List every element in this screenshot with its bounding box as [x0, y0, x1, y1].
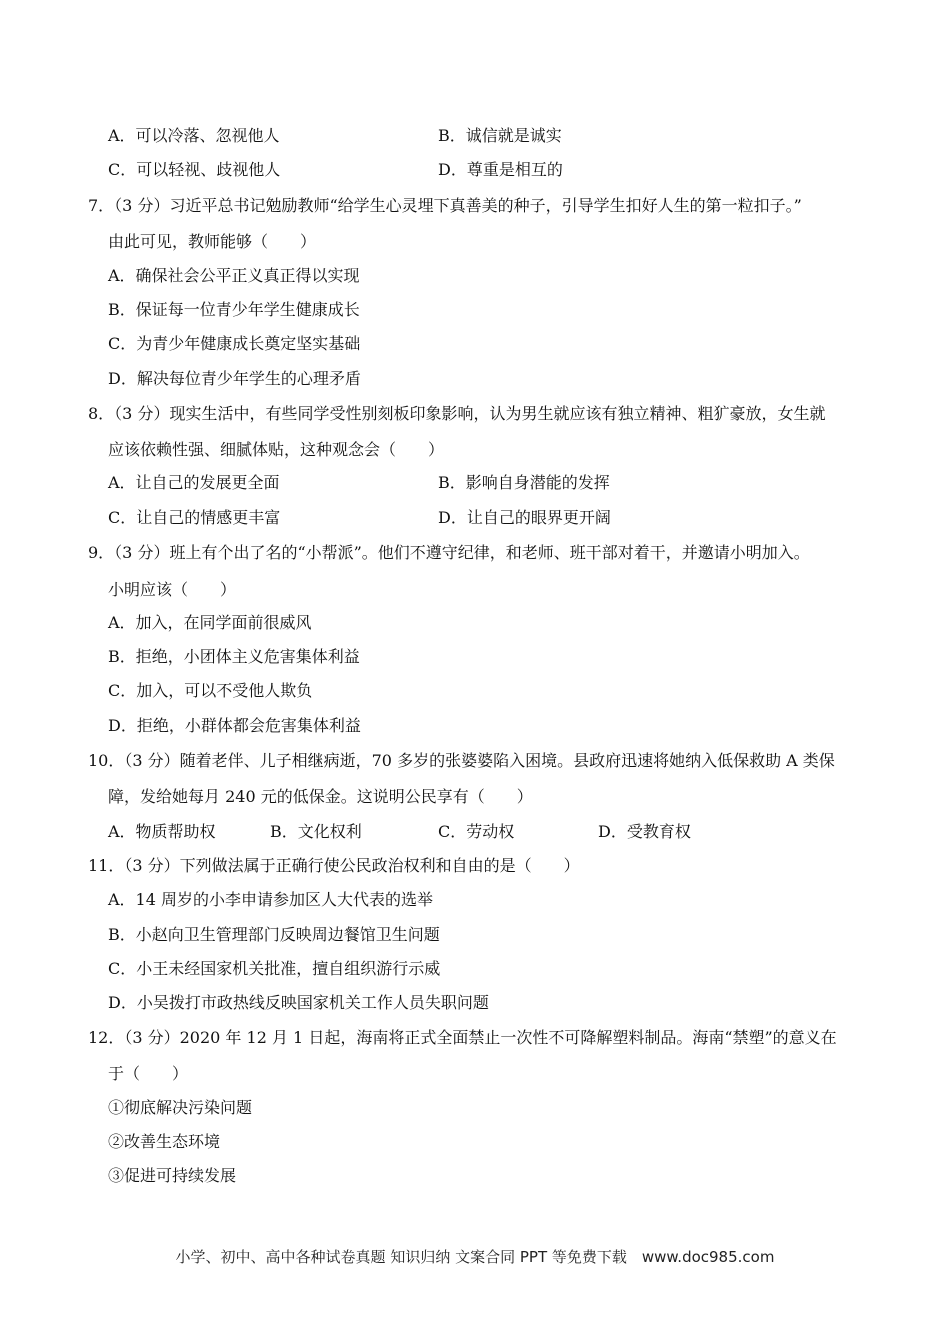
q7-option-a: A．确保社会公平正义真正得以实现 — [108, 266, 360, 285]
q10-option-d: D．受教育权 — [598, 822, 691, 841]
q7-stem-line2: 由此可见，教师能够（ ） — [108, 232, 317, 251]
q11-option-c: C．小王未经国家机关批准，擅自组织游行示威 — [108, 959, 441, 978]
q12-stem-line1: 12．（3 分）2020 年 12 月 1 日起，海南将正式全面禁止一次性不可降解塑料制品。海南“禁塑”的意义在 — [88, 1028, 837, 1047]
q9-option-d: D．拒绝，小群体都会危害集体利益 — [108, 716, 361, 735]
q9-option-b: B．拒绝，小团体主义危害集体利益 — [108, 647, 360, 666]
q8-option-b: B．影响自身潜能的发挥 — [438, 473, 610, 492]
q11-option-d: D．小吴拨打市政热线反映国家机关工作人员失职问题 — [108, 993, 489, 1012]
q7-option-b: B．保证每一位青少年学生健康成长 — [108, 300, 360, 319]
q10-option-c: C．劳动权 — [438, 822, 515, 841]
q10-option-a: A．物质帮助权 — [108, 822, 216, 841]
page-footer: 小学、初中、高中各种试卷真题 知识归纳 文案合同 PPT 等免费下载 www.doc985.com — [175, 1248, 775, 1266]
q7-stem-line1: 7．（3 分）习近平总书记勉励教师“给学生心灵埋下真善美的种子，引导学生扣好人生的第一粒扣子。” — [88, 196, 802, 215]
q6-option-c: C．可以轻视、歧视他人 — [108, 160, 281, 179]
q8-stem-line1: 8．（3 分）现实生活中，有些同学受性别刻板印象影响，认为男生就应该有独立精神、粗犷豪放，女生就 — [88, 404, 826, 423]
q6-option-b: B．诚信就是诚实 — [438, 126, 562, 145]
q8-option-c: C．让自己的情感更丰富 — [108, 508, 281, 527]
q9-stem-line1: 9．（3 分）班上有个出了名的“小帮派”。他们不遵守纪律，和老师、班干部对着干，并邀请小明加入。 — [88, 543, 810, 562]
q10-stem-line2: 障，发给她每月 240 元的低保金。这说明公民享有（ ） — [108, 787, 533, 806]
q8-option-a: A．让自己的发展更全面 — [108, 473, 280, 492]
q9-option-a: A．加入，在同学面前很威风 — [108, 613, 312, 632]
q11-option-a: A．14 周岁的小李申请参加区人大代表的选举 — [108, 890, 434, 909]
q7-option-c: C．为青少年健康成长奠定坚实基础 — [108, 334, 361, 353]
q6-option-a: A．可以冷落、忽视他人 — [108, 126, 280, 145]
q12-stem-line2: 于（ ） — [108, 1064, 189, 1083]
q9-stem-line2: 小明应该（ ） — [108, 580, 237, 599]
q10-option-b: B．文化权利 — [270, 822, 362, 841]
q12-item-2: ②改善生态环境 — [108, 1132, 221, 1151]
q12-item-3: ③促进可持续发展 — [108, 1166, 237, 1185]
q6-option-d: D．尊重是相互的 — [438, 160, 563, 179]
q11-stem: 11．（3 分）下列做法属于正确行使公民政治权利和自由的是（ ） — [88, 856, 580, 875]
q8-stem-line2: 应该依赖性强、细腻体贴，这种观念会（ ） — [108, 440, 445, 459]
q9-option-c: C．加入，可以不受他人欺负 — [108, 681, 313, 700]
q10-stem-line1: 10．（3 分）随着老伴、儿子相继病逝，70 多岁的张婆婆陷入困境。县政府迅速将她纳入低保救助 A 类保 — [88, 751, 835, 770]
q8-option-d: D．让自己的眼界更开阔 — [438, 508, 611, 527]
q12-item-1: ①彻底解决污染问题 — [108, 1098, 253, 1117]
q11-option-b: B．小赵向卫生管理部门反映周边餐馆卫生问题 — [108, 925, 440, 944]
q7-option-d: D．解决每位青少年学生的心理矛盾 — [108, 369, 361, 388]
